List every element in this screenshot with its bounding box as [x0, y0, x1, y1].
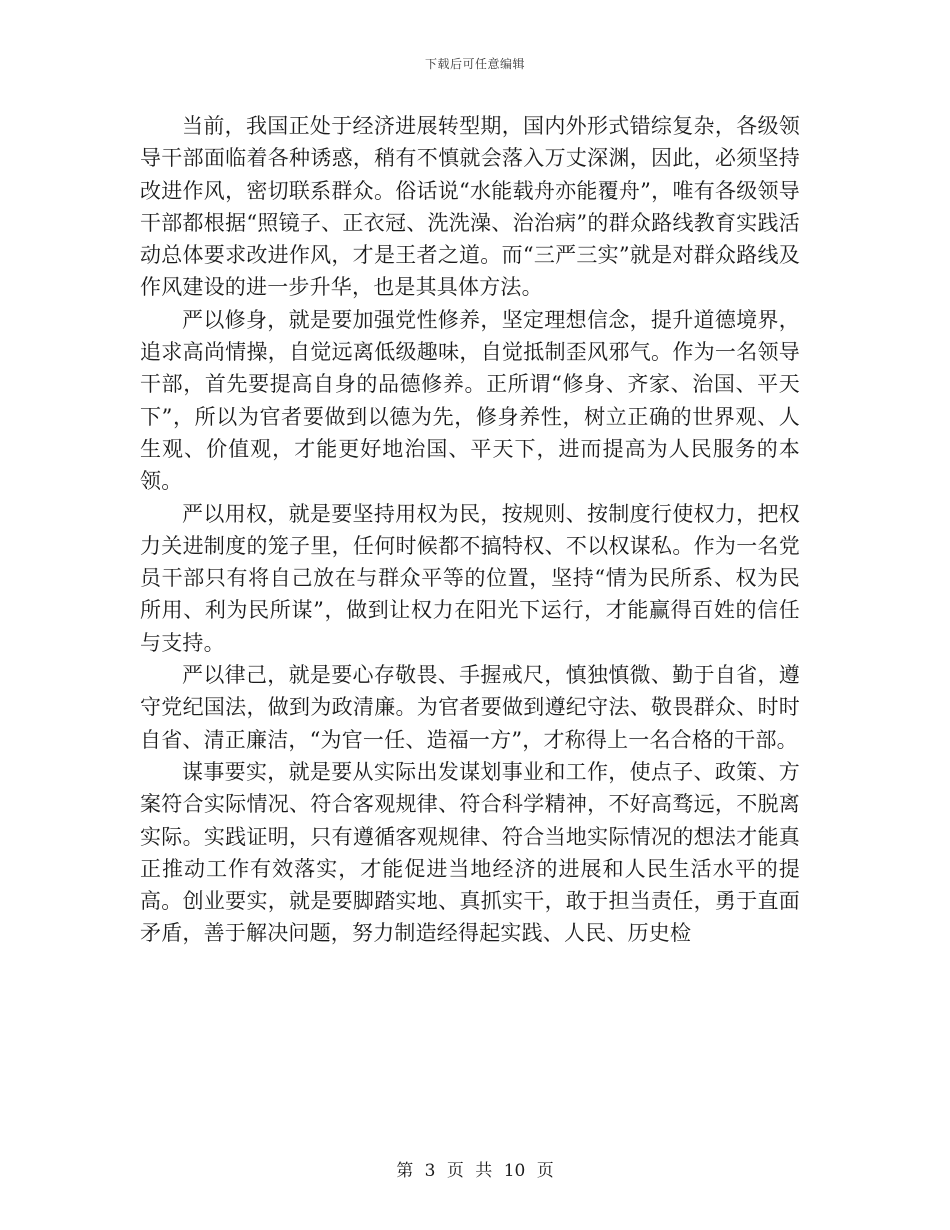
paragraph-practical-work: 谋事要实，就是要从实际出发谋划事业和工作，使点子、政策、方案符合实际情况、符合客观规律、符合科学精神，不好高骛远，不脱离实际。实践证明，只有遵循客观规律、符合当地实际情况的想法才能真正推动工作有效落实，才能促进当地经济的进展和人民生活水平的提高。创业要实，就是要脚踏实地、真抓实干，敢于担当责任，勇于直面矛盾，善于解决问题，努力制造经得起实践、人民、历史检 [140, 759, 800, 946]
paragraph-self-cultivation: 严以修身，就是要加强党性修养，坚定理想信念，提升道德境界，追求高尚情操，自觉远离低级趣味，自觉抵制歪风邪气。作为一名领导干部，首先要提高自身的品德修养。正所谓“修身、齐家、治国、平天下”，所以为官者要做到以德为先，修身养性，树立正确的世界观、人生观、价值观，才能更好地治国、平天下，进而提高为人民服务的本领。 [140, 307, 800, 494]
header-note: 下载后可任意编辑 [424, 57, 525, 71]
document-body [140, 110, 800, 950]
paragraph-self-discipline: 严以律己，就是要心存敬畏、手握戒尺，慎独慎微、勤于自省，遵守党纪国法，做到为政清廉。为官者要做到遵纪守法、敬畏群众、时时自省、清正廉洁，“为官一任、造福一方”，才称得上一名合格的干部。 [140, 663, 800, 752]
paragraph-use-of-power: 严以用权，就是要坚持用权为民，按规则、按制度行使权力，把权力关进制度的笼子里，任何时候都不搞特权、不以权谋私。作为一名党员干部只有将自己放在与群众平等的位置，坚持“情为民所系、权为民所用、利为民所谋”，做到让权力在阳光下运行，才能赢得百姓的信任与支持。 [140, 501, 800, 655]
paragraph-intro: 当前，我国正处于经济进展转型期，国内外形式错综复杂，各级领导干部面临着各种诱惑，稍有不慎就会落入万丈深渊，因此，必须坚持改进作风，密切联系群众。俗话说“水能载舟亦能覆舟”，唯有各级领导干部都根据“照镜子、正衣冠、洗洗澡、治治病”的群众路线教育实践活动总体要求改进作风，才是王者之道。而“三严三实”就是对群众路线及作风建设的进一步升华，也是其具体方法。 [140, 114, 800, 300]
page-number: 第 3 页 共 10 页 [396, 1161, 554, 1181]
